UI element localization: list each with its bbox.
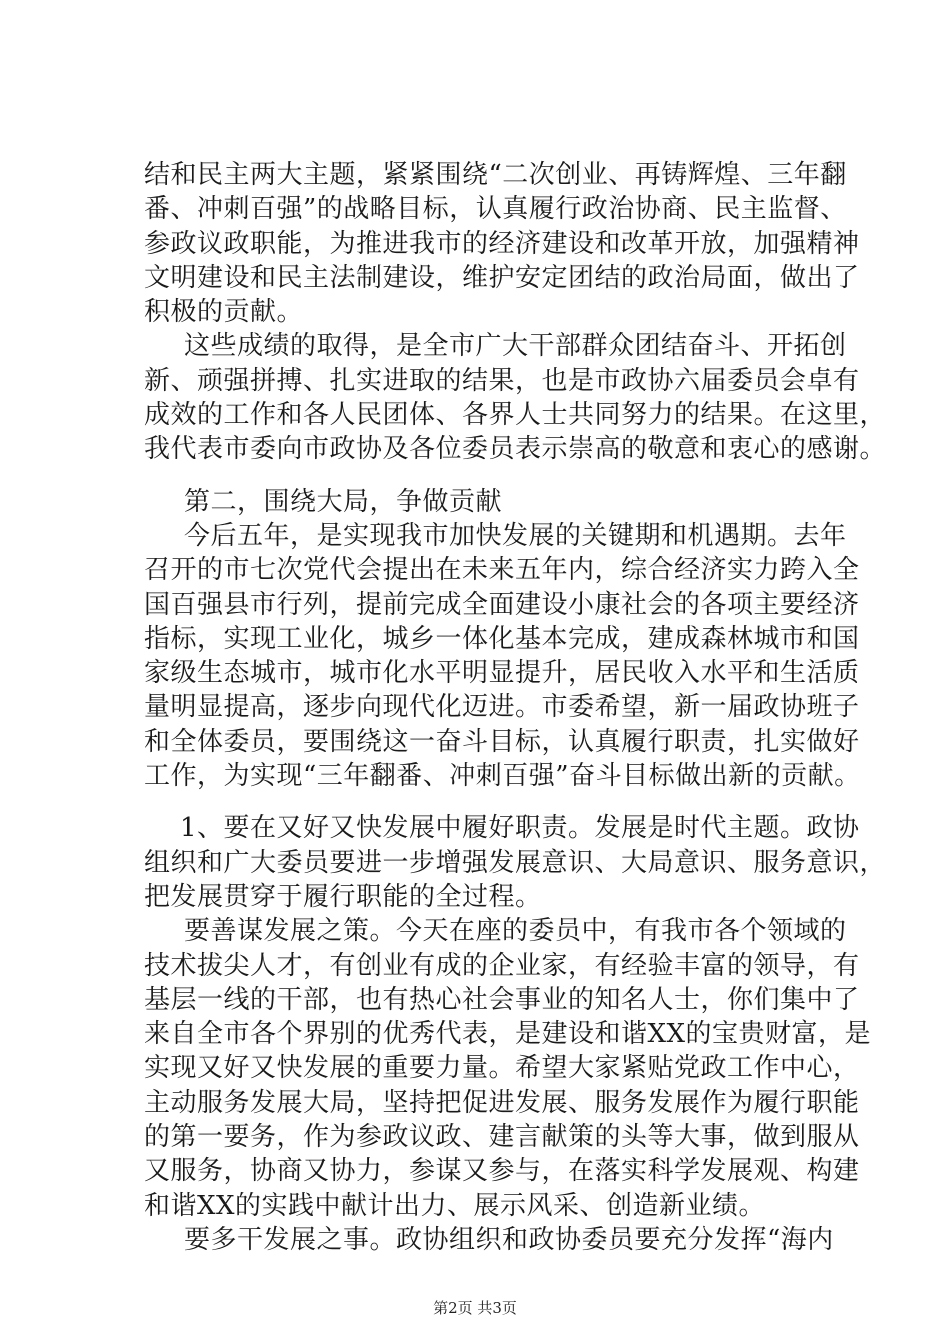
text-line: 工作，为实现“三年翻番、冲刺百强”奋斗目标做出新的贡献。	[144, 761, 861, 792]
text-line: 番、冲刺百强”的战略目标，认真履行政治协商、民主监督、	[144, 194, 847, 225]
section-heading: 第二，围绕大局，争做贡献	[184, 486, 503, 517]
document-body	[144, 158, 887, 1257]
text-line: 技术拔尖人才，有创业有成的企业家，有经验丰富的领导，有	[144, 950, 860, 981]
text-line: 要善谋发展之策。今天在座的委员中，有我市各个领域的	[184, 916, 847, 947]
paragraph-continuation	[144, 158, 860, 329]
text-line: 积极的贡献。	[144, 297, 304, 328]
text-line: 指标，实现工业化，城乡一体化基本完成，建成森林城市和国	[144, 623, 860, 654]
text-line: 的第一要务，作为参政议政、建言献策的头等大事，做到服从	[144, 1122, 860, 1153]
text-line: 实现又好又快发展的重要力量。希望大家紧贴党政工作中心，	[144, 1053, 860, 1084]
text-line: 和谐XX的实践中献计出力、展示风采、创造新业绩。	[144, 1190, 766, 1221]
text-line: 新、顽强拼搏、扎实进取的结果，也是市政协六届委员会卓有	[144, 365, 860, 396]
text-line: 来自全市各个界别的优秀代表，是建设和谐XX的宝贵财富，是	[144, 1019, 872, 1050]
text-line: 国百强县市行列，提前完成全面建设小康社会的各项主要经济	[144, 589, 860, 620]
paragraph-spacer	[144, 793, 834, 811]
text-line: 和全体委员，要围绕这一奋斗目标，认真履行职责，扎实做好	[144, 726, 860, 757]
text-line: 又服务，协商又协力，参谋又参与，在落实科学发展观、构建	[144, 1156, 860, 1187]
paragraph-development-strategy	[144, 914, 872, 1223]
paragraph-achievements	[144, 329, 887, 466]
text-line: 结和民主两大主题，紧紧围绕“二次创业、再铸辉煌、三年翻	[144, 160, 847, 190]
text-line: 我代表市委向市政协及各位委员表示崇高的敬意和衷心的感谢。	[144, 434, 887, 465]
text-line: 把发展贯穿于履行职能的全过程。	[144, 881, 542, 912]
text-line: 主动服务发展大局，坚持把促进发展、服务发展作为履行职能	[144, 1087, 860, 1118]
text-line: 召开的市七次党代会提出在未来五年内，综合经济实力跨入全	[144, 555, 860, 586]
text-line: 成效的工作和各人民团体、各界人士共同努力的结果。在这里，	[144, 400, 887, 431]
paragraph-development-action	[144, 1223, 834, 1257]
paragraph-next-five-years	[144, 519, 861, 793]
text-line: 今后五年，是实现我市加快发展的关键期和机遇期。去年	[184, 520, 847, 551]
text-line: 要多干发展之事。政协组织和政协委员要充分发挥“海内	[184, 1224, 834, 1255]
text-line: 1、要在又好又快发展中履好职责。发展是时代主题。政协	[180, 813, 860, 844]
text-line: 这些成绩的取得，是全市广大干部群众团结奋斗、开拓创	[184, 331, 847, 362]
text-line: 量明显提高，逐步向现代化迈进。市委希望，新一届政协班子	[144, 692, 860, 723]
text-line: 家级生态城市，城市化水平明显提升，居民收入水平和生活质	[144, 658, 860, 689]
text-line: 基层一线的干部，也有热心社会事业的知名人士，你们集中了	[144, 984, 860, 1015]
paragraph-spacer	[144, 467, 834, 485]
text-line: 文明建设和民主法制建设，维护安定团结的政治局面，做出了	[144, 262, 860, 293]
page-number-footer: 第2页 共3页	[433, 1299, 517, 1317]
text-line: 组织和广大委员要进一步增强发展意识、大局意识、服务意识，	[144, 847, 887, 878]
text-line: 参政议政职能，为推进我市的经济建设和改革开放，加强精神	[144, 228, 860, 259]
paragraph-item-1	[144, 811, 887, 914]
